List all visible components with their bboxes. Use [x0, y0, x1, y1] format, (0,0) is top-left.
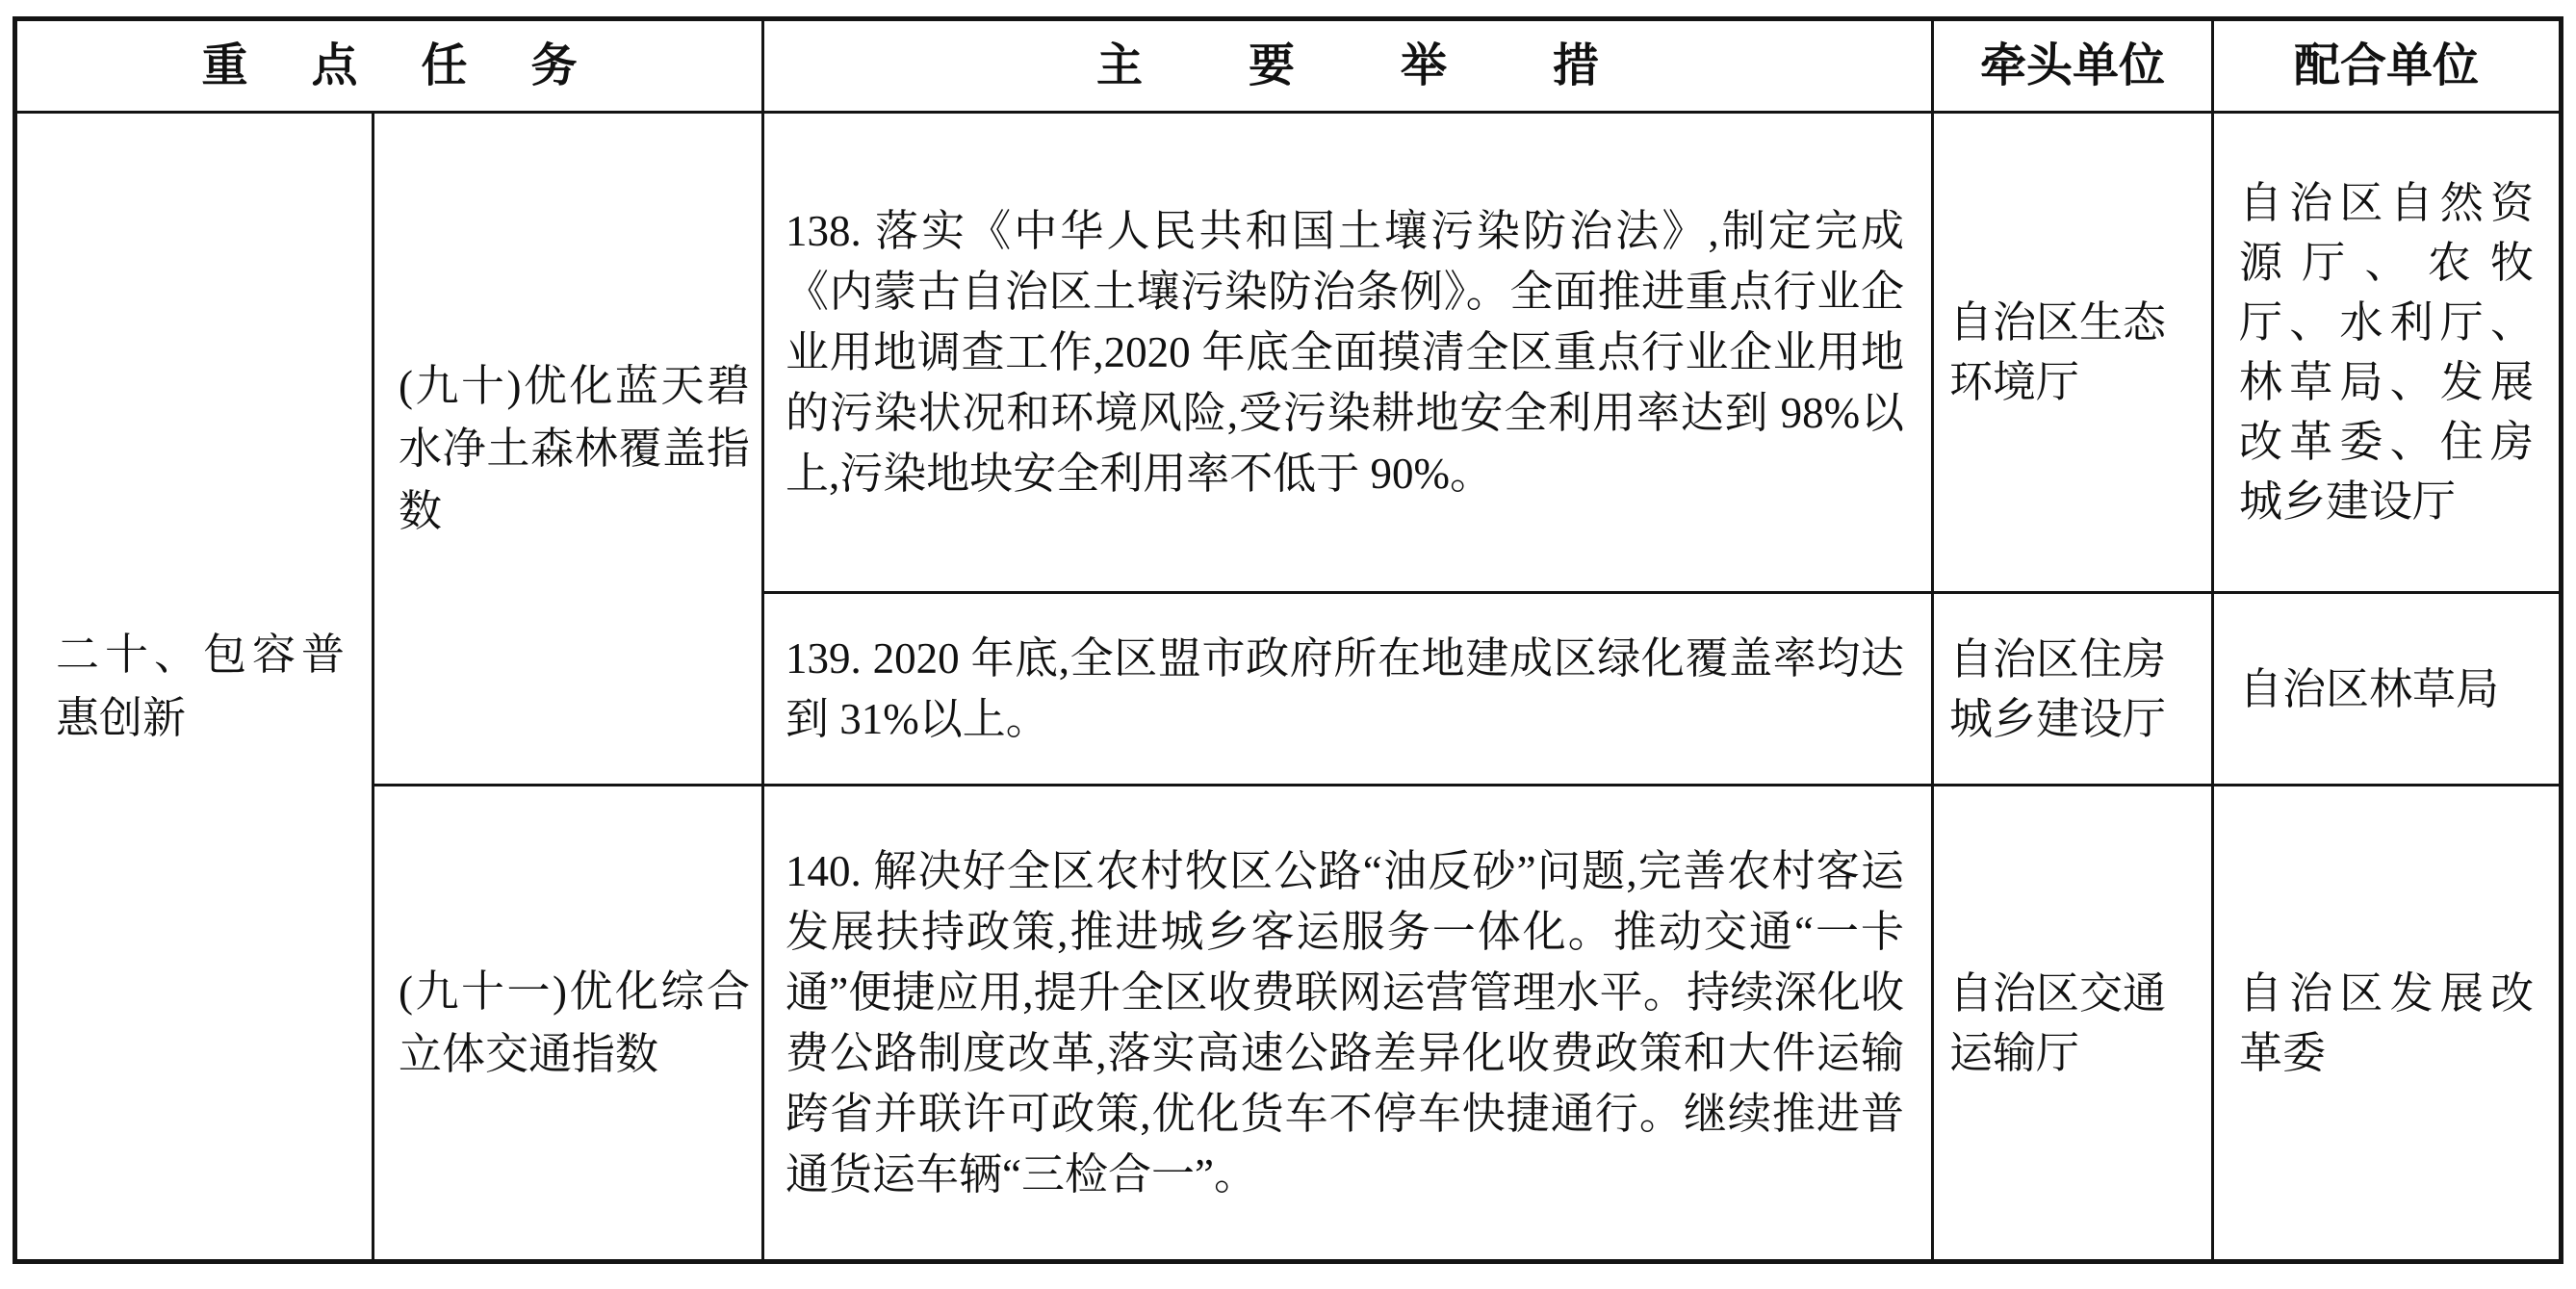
- header-cell-main-measures: [764, 21, 1934, 114]
- header-label-key-tasks: 重点任务: [201, 39, 641, 91]
- measure-cell-139: [764, 594, 1934, 786]
- measure-text-138: 138. 落实《中华人民共和国土壤污染防治法》,制定完成《内蒙古自治区土壤污染防治条例》。全面推进重点行业企业用地调查工作,2020 年底全面摸清全区重点行业企业用地的污染状况和环境风险,受污染耕地安全利用率达到 98%以上,污染地块安全利用率不低于 90%。: [786, 206, 1904, 498]
- lead-unit-text-140: 自治区交通运输厅: [1949, 968, 2167, 1077]
- subtask-label-91: (九十一)优化综合立体交通指数: [399, 967, 750, 1078]
- lead-unit-cell-138: [1934, 114, 2214, 594]
- coop-unit-text-140: 自治区发展改革委: [2239, 968, 2534, 1077]
- header-cell-cooperating-unit: [2214, 21, 2559, 114]
- lead-unit-text-139: 自治区住房城乡建设厅: [1949, 634, 2167, 743]
- coop-unit-cell-138: [2214, 114, 2559, 594]
- measure-text-139: 139. 2020 年底,全区盟市政府所在地建成区绿化覆盖率均达到 31%以上。: [786, 633, 1904, 743]
- coop-unit-text-139: 自治区林草局: [2239, 664, 2500, 713]
- header-label-lead-unit: 牵头单位: [1979, 39, 2165, 91]
- header-label-cooperating-unit: 配合单位: [2293, 39, 2479, 91]
- subtask-cell-90: [374, 114, 764, 786]
- measure-text-140: 140. 解决好全区农村牧区公路“油反砂”问题,完善农村客运发展扶持政策,推进城乡客运服务一体化。推动交通“一卡通”便捷应用,提升全区收费联网运营管理水平。持续深化收费公路制度改革,落实高速公路差异化收费政策和大件运输跨省并联许可政策,优化货车不停车快捷通行。继续推进普通货运车辆“三检合一”。: [786, 846, 1904, 1199]
- coop-unit-cell-140: [2214, 786, 2559, 1259]
- lead-unit-cell-139: [1934, 594, 2214, 786]
- coop-unit-text-138: 自治区自然资源厅、农牧厅、水利厅、林草局、发展改革委、住房城乡建设厅: [2239, 179, 2534, 526]
- lead-unit-cell-140: [1934, 786, 2214, 1259]
- coop-unit-cell-139: [2214, 594, 2559, 786]
- header-cell-lead-unit: [1934, 21, 2214, 114]
- measure-cell-138: [764, 114, 1934, 594]
- subtask-label-90: (九十)优化蓝天碧水净土森林覆盖指数: [399, 361, 750, 535]
- task-group-cell: [17, 114, 374, 1259]
- task-group-label: 二十、包容普惠创新: [56, 631, 345, 742]
- header-label-main-measures: 主要举措: [1095, 39, 1705, 91]
- measure-cell-140: [764, 786, 1934, 1259]
- lead-unit-text-138: 自治区生态环境厅: [1949, 298, 2167, 406]
- header-cell-key-tasks: [17, 21, 764, 114]
- task-measures-table: [13, 16, 2563, 1264]
- subtask-cell-91: [374, 786, 764, 1259]
